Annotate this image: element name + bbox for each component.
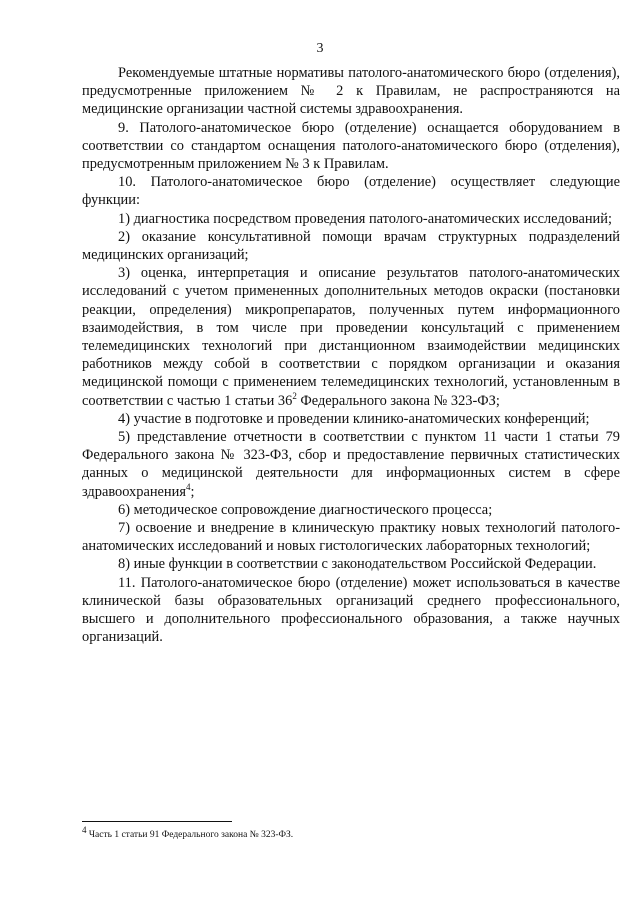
function-item-7: 7) освоение и внедрение в клиническую практику новых технологий патолого-анатомических исследований и новых гистологических лабораторных технологий; bbox=[82, 520, 620, 555]
footnote bbox=[82, 824, 620, 841]
footnote-marker: 4 bbox=[82, 824, 87, 835]
superscript: 2 bbox=[292, 390, 297, 401]
function-item-8: 8) иные функции в соответствии с законодательством Российской Федерации. bbox=[118, 556, 597, 573]
function-item-3: 3) оценка, интерпретация и описание результатов патолого-анатомических исследований с учетом примененных дополнительных методов окраски (постановки реакции, определения) микропрепаратов, полученных путем информационного взаимодействия, в том числе при проведении консультаций с применением телемедицинских технологий при дистанционном взаимодействии медицинских работников между собой в соответствии с порядком организации и оказания медицинской помощи с применением телемедицинских технологий, установленным в соответствии с частью 1 статьи $36^2$ Федерального закона № 323-ФЗ; bbox=[82, 265, 620, 409]
page-number: 3 bbox=[316, 41, 324, 56]
function-item-4: 4) участие в подготовке и проведении клинико-анатомических конференций; bbox=[118, 410, 590, 427]
paragraph-11-clinical-base: 11. Патолого-анатомическое бюро (отделение) может использоваться в качестве клинической базы образовательных организаций среднего профессионального, высшего и дополнительного профессионального образования, а также научных организаций. bbox=[82, 574, 620, 646]
footnote-separator bbox=[82, 821, 232, 822]
function-item-2: 2) оказание консультативной помощи врачам структурных подразделений медицинских организаций; bbox=[82, 228, 620, 264]
function-item-5: 5) представление отчетности в соответствии с пунктом 11 части 1 статьи 79 Федерального закона № 323-ФЗ, сбор и предоставление первичных статистических данных о медицинской деятельности для информационных систем в сфере здравоохранения$^4$; bbox=[82, 429, 620, 500]
paragraph-9-equipment: 9. Патолого-анатомическое бюро (отделение) оснащается оборудованием в соответствии со стандартом оснащения патолого-анатомического бюро (отделения), предусмотренным приложением № 3 к Правилам. bbox=[82, 119, 620, 173]
paragraph-staffing-note: Рекомендуемые штатные нормативы патолого-анатомического бюро (отделения), предусмотренные приложением № 2 к Правилам, не распространяются на медицинские организации частной системы здравоохранения. bbox=[82, 65, 620, 118]
function-item-6: 6) методическое сопровождение диагностического процесса; bbox=[118, 501, 493, 518]
footnote-reference: 4 bbox=[185, 481, 191, 492]
function-item-1: 1) диагностика посредством проведения патолого-анатомических исследований; bbox=[118, 210, 612, 227]
footnote-text: Часть 1 статьи 91 Федерального закона № 323-ФЗ. bbox=[86, 830, 294, 840]
document-body bbox=[82, 64, 620, 647]
paragraph-10-functions: 10. Патолого-анатомическое бюро (отделение) осуществляет следующие функции: bbox=[82, 174, 620, 209]
